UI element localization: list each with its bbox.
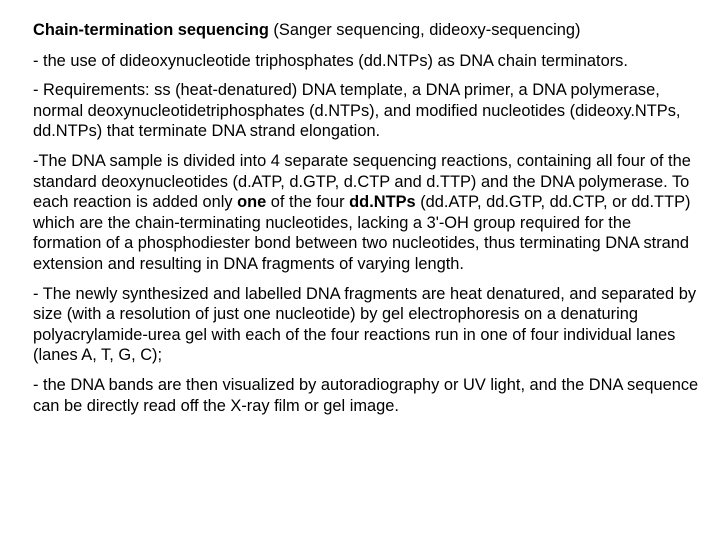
paragraph-electrophoresis: - The newly synthesized and labelled DNA fragments are heat denatured, and separated by size (with a resolution of just one nucleotide) by gel electrophoresis on a denaturing polyacrylamide-urea gel with each of the four reactions run in one of four individual lanes (lanes A, T, G, C); bbox=[33, 284, 697, 365]
reactions-text-d: (dd.ATP, dd.GTP, dd.CTP, or dd.TTP) which are the chain-terminating nucleotides, lacking a 3'-OH group required for the formation of a phosphodiester bond between two nucleotides, thus terminating DNA strand extension and resulting in DNA fragments of varying length. bbox=[33, 193, 691, 273]
slide-title bbox=[33, 20, 703, 41]
title-subtitle: (Sanger sequencing, dideoxy-sequencing) bbox=[268, 21, 581, 39]
title-bold: Chain-termination sequencing bbox=[33, 21, 269, 39]
slide-content bbox=[33, 20, 703, 425]
paragraph-terminators: - the use of dideoxynucleotide triphosphates (dd.NTPs) as DNA chain terminators. bbox=[33, 51, 628, 70]
paragraph-reactions bbox=[33, 151, 703, 275]
paragraph-requirements: - Requirements: ss (heat-denatured) DNA template, a DNA primer, a DNA polymerase, normal deoxynucleotidetriphosphates (d.NTPs), and modified nucleotides (dideoxy.NTPs, dd.NTPs) that terminate DNA strand elongation. bbox=[33, 81, 681, 141]
reactions-bold-one: one bbox=[237, 193, 267, 212]
reactions-text-c: of the four bbox=[266, 193, 350, 212]
reactions-bold-ddntps: dd.NTPs bbox=[349, 193, 416, 212]
paragraph-visualization: - the DNA bands are then visualized by autoradiography or UV light, and the DNA sequence can be directly read off the X-ray film or gel image. bbox=[33, 375, 699, 415]
reactions-text-a: -The DNA sample is divided into 4 separate sequencing reactions, containing all four of the standard deoxynucleotides (d.ATP, d.GTP, d.CTP and d.TTP) and the DNA polymerase. To each reaction is added only bbox=[33, 151, 691, 212]
